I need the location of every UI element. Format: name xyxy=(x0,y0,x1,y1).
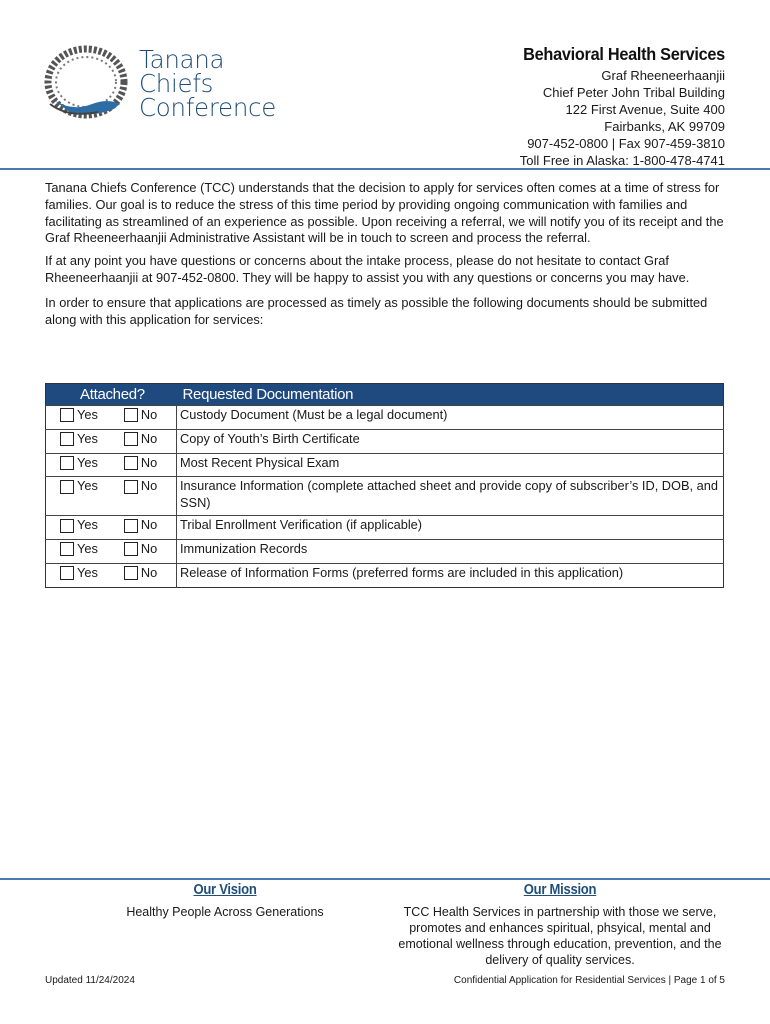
table-row xyxy=(46,540,724,564)
yes-checkbox[interactable] xyxy=(60,519,74,533)
logo-emblem-icon xyxy=(42,42,134,126)
yes-label: Yes xyxy=(77,407,98,422)
no-label: No xyxy=(140,454,158,470)
documentation-table xyxy=(45,383,724,588)
yes-checkbox[interactable] xyxy=(60,566,74,580)
yes-checkbox[interactable] xyxy=(60,432,74,446)
document-name: Most Recent Physical Exam xyxy=(177,453,724,477)
logo-line-3: Conference xyxy=(139,93,277,122)
page-title: Behavioral Health Services xyxy=(523,44,725,64)
vision-section xyxy=(95,882,355,920)
no-label: No xyxy=(140,430,158,446)
logo-line-1: Tanana xyxy=(139,45,225,74)
address-line: Fairbanks, AK 99709 xyxy=(604,119,725,134)
no-checkbox[interactable] xyxy=(124,432,138,446)
no-label: No xyxy=(140,478,158,494)
yes-label: Yes xyxy=(77,564,98,580)
toll-free-line: Toll Free in Alaska: 1-800-478-4741 xyxy=(519,153,725,168)
yes-label: Yes xyxy=(77,430,98,446)
yes-label: Yes xyxy=(77,541,98,556)
vision-text: Healthy People Across Generations xyxy=(126,905,324,919)
no-checkbox[interactable] xyxy=(124,456,138,470)
no-label: No xyxy=(140,407,158,422)
table-row xyxy=(46,453,724,477)
phone-line: 907-452-0800 | Fax 907-459-3810 xyxy=(527,136,725,151)
tcc-logo xyxy=(42,42,292,126)
intro-paragraph-3: In order to ensure that applications are processed as timely as possible the following documents should be submitted along with this application for services: xyxy=(45,294,708,327)
yes-checkbox[interactable] xyxy=(60,480,74,494)
yes-checkbox[interactable] xyxy=(60,408,74,422)
mission-heading: Our Mission xyxy=(523,882,597,898)
header-attached: Attached? xyxy=(46,384,177,406)
document-name: Copy of Youth’s Birth Certificate xyxy=(177,429,724,453)
intro-text xyxy=(45,180,725,334)
yes-label: Yes xyxy=(77,454,98,470)
address-line: Chief Peter John Tribal Building xyxy=(542,85,725,100)
yes-checkbox[interactable] xyxy=(60,542,74,556)
no-label: No xyxy=(140,564,158,580)
no-checkbox[interactable] xyxy=(124,480,138,494)
table-row xyxy=(46,429,724,453)
yes-label: Yes xyxy=(77,478,98,494)
table-row xyxy=(46,477,724,516)
document-name: Tribal Enrollment Verification (if applicable) xyxy=(177,516,724,540)
footer-divider xyxy=(0,878,770,880)
table-row xyxy=(46,516,724,540)
intro-paragraph-2: If at any point you have questions or concerns about the intake process, please do not hesitate to contact Graf Rheeneerhaanjii at 907-452-0800. They will be happy to assist you with any questions or concerns you may have. xyxy=(45,253,690,285)
vision-heading: Our Vision xyxy=(193,882,257,898)
document-name: Custody Document (Must be a legal document) xyxy=(177,406,724,430)
no-checkbox[interactable] xyxy=(124,408,138,422)
mission-section xyxy=(390,882,730,968)
document-name: Release of Information Forms (preferred forms are included in this application) xyxy=(177,563,724,587)
logo-line-2: Chiefs xyxy=(139,69,214,98)
intro-paragraph-1: Tanana Chiefs Conference (TCC) understands that the decision to apply for services often comes at a time of stress for families. Our goal is to reduce the stress of this time period by providing ongoing communication with families and facilitating as streamlined of an experience as possible. Upon receiving a referral, we will notify you of its receipt and the Graf Rheeneerhaanjii Administrative Assistant will be in touch to screen and process the referral. xyxy=(45,180,724,246)
page-info: Confidential Application for Residential Services | Page 1 of 5 xyxy=(453,975,725,986)
document-name: Immunization Records xyxy=(177,540,724,564)
yes-label: Yes xyxy=(77,517,98,533)
updated-date: Updated 11/24/2024 xyxy=(45,975,135,986)
table-header-row xyxy=(46,384,724,406)
document-name: Insurance Information (complete attached sheet and provide copy of subscriber’s ID, DOB, and SSN) xyxy=(177,477,724,516)
table-row xyxy=(46,406,724,430)
no-checkbox[interactable] xyxy=(124,542,138,556)
no-checkbox[interactable] xyxy=(124,519,138,533)
address-line: Graf Rheeneerhaanjii xyxy=(601,68,725,83)
no-label: No xyxy=(140,517,158,533)
header-divider xyxy=(0,168,770,170)
header-address-block xyxy=(508,42,725,169)
yes-checkbox[interactable] xyxy=(60,456,74,470)
no-label: No xyxy=(140,541,158,556)
header-requested-documentation: Requested Documentation xyxy=(177,384,724,406)
no-checkbox[interactable] xyxy=(124,566,138,580)
mission-text: TCC Health Services in partnership with those we serve, promotes and enhances spiritual, phsyical, mental and emotional wellness through education, prevention, and the delivery of quality services. xyxy=(398,905,722,967)
table-row xyxy=(46,563,724,587)
address-line: 122 First Avenue, Suite 400 xyxy=(565,102,725,117)
